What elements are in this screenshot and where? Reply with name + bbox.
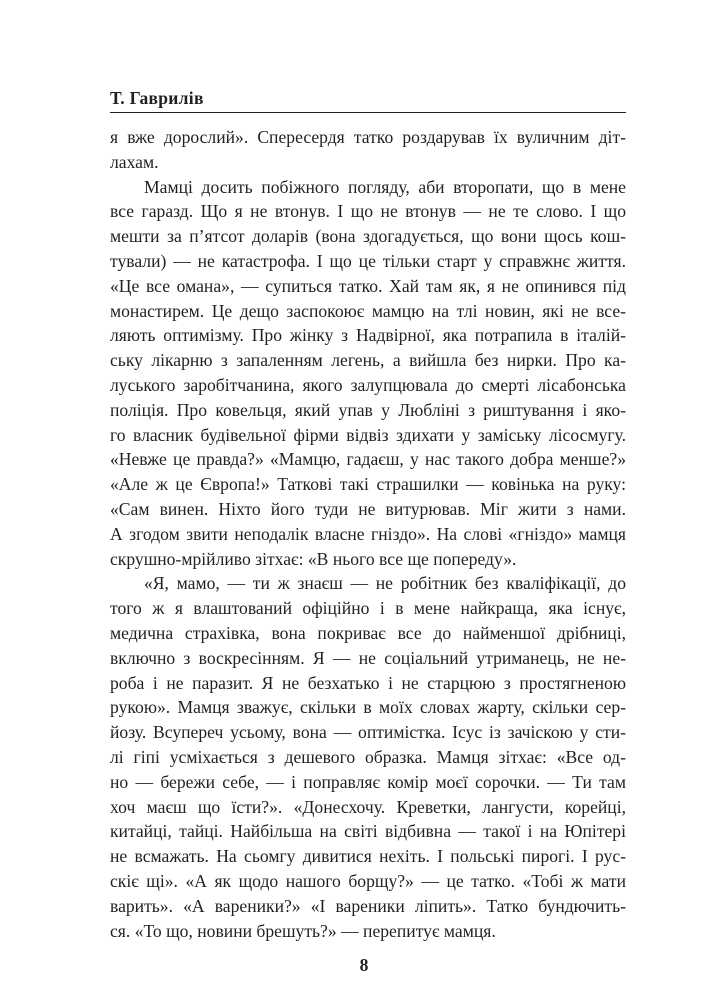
text-line: скрушно-мрійливо зітхає: «В нього все ще попереду». xyxy=(110,548,517,569)
text-line: «Я, мамо, — ти ж знаєш — не робітник без кваліфікації, до xyxy=(144,573,626,594)
text-line: ся. «То що, новини брешуть?» — перепитує мамця. xyxy=(110,920,496,941)
text-line: того ж я влаштований офіційно і в мене найкраща, яка існує, xyxy=(110,598,626,619)
text-line: «Але ж це Європа!» Таткові такі страшилки — ковінька на руку: xyxy=(110,474,626,495)
text-line: «Це все омана», — супиться татко. Хай там як, я не опинився під xyxy=(110,275,626,296)
body-text xyxy=(110,125,626,943)
text-line: все гаразд. Що я не втонув. І що не втонув — не те слово. І що xyxy=(110,201,626,222)
text-line: китайці, тайці. Найбільша на світі відбивна — такої і на Юпітері xyxy=(110,821,626,842)
text-line: включно з воскресінням. Я — не соціальний утриманець, не не- xyxy=(110,647,626,668)
text-line: не всмажать. На сьомгу дивитися нехіть. І польські пирогі. І рус- xyxy=(110,846,626,867)
text-line: А згодом звити неподалік власне гніздо». На слові «гніздо» мамця xyxy=(110,523,626,544)
text-line: Мамці досить побіжного погляду, аби второпати, що в мене xyxy=(144,176,626,197)
text-line: тували) — не катастрофа. І що це тільки старт у справжнє життя. xyxy=(110,250,626,271)
text-line: рукою». Мамця зважує, скільки в моїх словах жарту, скільки сер- xyxy=(110,697,626,718)
text-line: «Невже це правда?» «Мамцю, гадаєш, у нас такого добра менше?» xyxy=(110,449,626,470)
text-line: скіє щі». «А як щодо нашого борщу?» — це татко. «Тобі ж мати xyxy=(110,870,626,891)
running-head-author: Т. Гаврилів xyxy=(110,88,204,108)
text-line: монастирем. Це дещо заспокоює мамцю на тлі новин, які не все- xyxy=(110,300,626,321)
text-line: йозу. Всупереч усьому, вона — оптимістка. Ісус із зачіскою у сти- xyxy=(110,722,626,743)
text-line: «Сам винен. Ніхто його туди не витурював. Міг жити з нами. xyxy=(110,498,626,519)
text-line: поліція. Про ковельця, який упав у Любліні з риштування і яко- xyxy=(110,399,626,420)
text-line: го власник будівельної фірми відвіз здихати у заміську лісосмугу. xyxy=(110,424,626,445)
text-line: лахам. xyxy=(110,151,159,172)
text-line: но — бережи себе, — і поправляє комір моєї сорочки. — Ти там xyxy=(110,771,626,792)
text-line: варить». «А вареники?» «І вареники ліпить». Татко бундючить- xyxy=(110,895,626,916)
text-line: роба і не паразит. Я не безхатько і не старцюю з простягненою xyxy=(110,672,626,693)
text-line: медична страхівка, вона покриває все до найменшої дрібниці, xyxy=(110,622,626,643)
text-line: ляють оптимізму. Про жінку з Надвірної, яка потрапила в італій- xyxy=(110,325,626,346)
text-line: лі гіпі усміхається з дешевого образка. Мамця зітхає: «Все од- xyxy=(110,746,626,767)
header-rule xyxy=(110,112,626,113)
text-line: хоч маєш що їсти?». «Донесхочу. Креветки, лангусти, корейці, xyxy=(110,796,626,817)
text-line: ську лікарню з запаленням легень, а вийшла без нирки. Про ка- xyxy=(110,350,626,371)
page-number: 8 xyxy=(359,955,369,975)
text-line: луського заробітчанина, якого залупцювала до смерті лісабонська xyxy=(110,374,626,395)
text-line: я вже дорослий». Спересердя татко роздарував їх вуличним діт- xyxy=(110,127,626,147)
text-line: мешти за п’ятсот доларів (вона здогадується, що вони щось кош- xyxy=(110,226,626,247)
